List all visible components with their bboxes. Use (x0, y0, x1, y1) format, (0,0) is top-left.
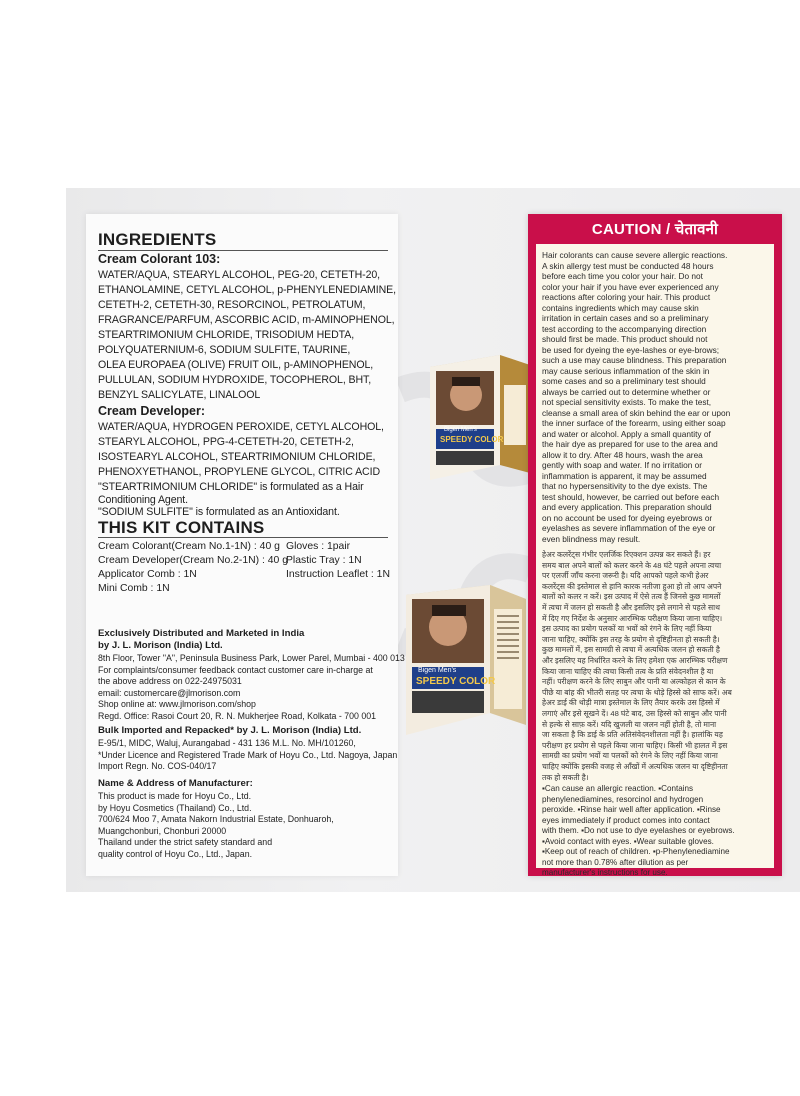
kit-item: Applicator Comb : 1N (98, 569, 197, 580)
colorant-line: ETHANOLAMINE, CETYL ALCOHOL, p-PHENYLENEDIAMINE, (98, 284, 396, 296)
manufacturer-line: by Hoyu Cosmetics (Thailand) Co., Ltd. (98, 802, 252, 813)
caution-line: test should, however, be carried out before each (542, 491, 720, 502)
caution-line: may cause serious inflammation of the skin in (542, 365, 710, 376)
caution-line: even blindness may result. (542, 533, 641, 544)
hindi-line: में त्वचा में जलन हो सकती है और इसलिए इसे लगाने से पहले साथ (542, 603, 720, 612)
kit-rule (98, 537, 388, 538)
caution-line: contains ingredients which may cause skin (542, 302, 699, 313)
ingredients-heading: INGREDIENTS (98, 230, 217, 249)
hindi-line: नहीं। परीक्षण करने के लिए साबुन और पानी या अल्कोहल से कान के (542, 677, 726, 687)
hindi-line: चाहिए क्योंकि इसकी वजह से आँखों में अत्यधिक जलन या दृष्टिहीनता (542, 762, 728, 771)
distribution-heading: Exclusively Distributed and Marketed in India (98, 628, 305, 639)
caution-line: the inner surface of the forearm, using either soap (542, 418, 726, 428)
caution-line: gently with soap and water. If no irritation or (542, 460, 703, 470)
manufacturer-line: 700/624 Moo 7, Amata Nakorn Industrial Estate, Donhuaroh, (98, 814, 334, 825)
caution-line: some cases and so a preliminary test should (542, 376, 706, 386)
manufacturer-line: This product is made for Hoyu Co., Ltd. (98, 791, 252, 801)
note-line: Conditioning Agent. (98, 493, 188, 506)
bullet-line: ▪Can cause an allergic reaction. ▪Contains (542, 784, 694, 793)
box1-brand: Bigen Men's (444, 427, 477, 433)
distribution-line: For complaints/consumer feedback contact customer care in-charge at (98, 664, 373, 675)
colorant-line: CETETH-2, CETETH-30, RESORCINOL, PETROLATUM, (98, 299, 366, 311)
caution-line: A skin allergy test must be conducted 48 hours (542, 260, 714, 271)
colorant-line: BENZYL SALICYLATE, LINALOOL (98, 389, 261, 401)
product-box-top (430, 355, 530, 490)
hindi-line: कुछ मामलों में, इस सामग्री से त्वचा में अत्यधिक जलन हो सकती है (542, 645, 720, 655)
distribution-line: 8th Floor, Tower "A", Peninsula Business Park, Lower Parel, Mumbai - 400 013 (98, 653, 405, 663)
bullet-line: ▪Keep out of reach of children. ▪p-Phenylenediamine (542, 847, 730, 856)
hindi-line: सामग्री का प्रयोग भवों या पलकों को रंगने के लिए नहीं किया जाना (542, 751, 718, 761)
hindi-line: से हल्के से साफ़ करें। यदि खुजली या जलन नहीं होती है, तो माना (542, 719, 717, 729)
hindi-line: बालों को कलर न करें। इस उत्पाद में ऐसे तत्व हैं जिनसे कुछ मामलों (542, 592, 721, 602)
caution-content (536, 244, 774, 877)
ingredients-panel (86, 214, 405, 876)
manufacturer-line: quality control of Hoyu Co., Ltd., Japan. (98, 849, 253, 859)
kit-item: Cream Colorant(Cream No.1-1N) : 40 g (98, 541, 280, 552)
distribution-line: Shop online at: www.jlmorison.com/shop (98, 699, 256, 710)
caution-line: color your hair if you have ever experienced any (542, 281, 719, 292)
colorant-line: FRAGRANCE/PARFUM, ASCORBIC ACID, m-AMINOPHENOL, (98, 314, 395, 326)
caution-line: that no hypersensitivity to the dye exists. The (542, 481, 708, 491)
kit-item: Mini Comb : 1N (98, 583, 170, 594)
developer-heading: Cream Developer: (98, 404, 205, 418)
import-line: *Under Licence and Registered Trade Mark of Hoyu Co., Ltd. Nagoya, Japan (98, 749, 398, 760)
hindi-line: जाना चाहिए, क्योंकि इस तरह के प्रयोग से दृष्टिहीनता हो सकती है। (542, 634, 720, 644)
caution-line: the hair dye as prepared for use to the area and (542, 439, 718, 449)
hindi-line: जा सकता है कि डाई के प्रति अतिसंवेदनशीलता नहीं है। हालांकि यह (542, 730, 723, 740)
manufacturer-line: Muangchonburi, Chonburi 20000 (98, 825, 227, 836)
bullet-line: eyes immediately if product comes into contact (542, 815, 710, 825)
box1-name: SPEEDY COLOR (440, 435, 504, 444)
colorant-line: WATER/AQUA, STEARYL ALCOHOL, PEG-20, CETETH-20, (98, 269, 380, 281)
hindi-line: पीछे या बांह की भीतरी सतह पर त्वचा के थोड़े हिस्से को साफ करें। अब (542, 687, 732, 697)
heading-rule (98, 250, 388, 251)
bullet-line: with them. ▪Do not use to dye eyelashes or eyebrows. (542, 826, 735, 835)
import-line: E-95/1, MIDC, Waluj, Aurangabad - 431 136 M.L. No. MH/101260, (98, 738, 356, 748)
bullet-line: peroxide. ▪Rinse hair well after application. ▪Rinse (542, 805, 721, 814)
manufacturer-line: Thailand under the strict safety standard and (98, 837, 273, 848)
caution-line: always be carried out to determine whether or (542, 386, 711, 397)
developer-line: PHENOXYETHANOL, PROPYLENE GLYCOL, CITRIC ACID (98, 466, 380, 478)
box2-brand: Bigen Men's (418, 667, 457, 674)
caution-line: inflammation is apparent, it may be assumed (542, 470, 707, 481)
bullet-line: phenylenediamines, resorcinol and hydrogen (542, 794, 704, 804)
caution-line: reactions after coloring your hair. This product (542, 292, 711, 302)
import-line: Import Regn. No. COS-040/17 (98, 761, 217, 772)
distribution-line: the above address on 022-24975031 (98, 676, 242, 687)
developer-line: STEARYL ALCOHOL, PPG-4-CETETH-20, CETETH-2, (98, 436, 354, 448)
caution-line: allow it to dry. After 48 hours, wash the area (542, 449, 703, 460)
caution-line: be used for dyeing the eye-lashes or eye-brows; (542, 344, 720, 355)
colorant-line: STEARTRIMONIUM CHLORIDE, TRISODIUM HEDTA, (98, 329, 355, 341)
hindi-line: कलरेंट्स की इस्तेमाल से हानि कारक नतीजा हुआ हो तो आप अपने (542, 581, 722, 591)
distribution-line: Regd. Office: Rasoi Court 20, R. N. Mukherjee Road, Kolkata - 700 001 (98, 711, 377, 721)
hindi-line: इस उत्पाद का प्रयोग पलकों या भवों को रंगने के लिए नहीं किया (542, 624, 712, 634)
hindi-line: पर एलर्जी जाँच करना जरूरी है। यदि आपको पहले कभी हेअर (542, 571, 709, 581)
caution-line: irritation in certain cases and so a preliminary (542, 313, 709, 323)
caution-line: not special sensitivity exists. To make the test, (542, 397, 712, 407)
hindi-line: में दिए गए निर्देश के अनुसार आरम्भिक परीक्षण किया जाना चाहिए। (542, 613, 723, 623)
bullet-line: ▪Avoid contact with eyes. ▪Wear suitable gloves. (542, 836, 714, 846)
manufacturer-heading: Name & Address of Manufacturer: (98, 778, 253, 789)
note-line: "SODIUM SULFITE" is formulated as an Antioxidant. (98, 506, 340, 518)
distribution-company: by J. L. Morison (India) Ltd. (98, 640, 223, 651)
colorant-line: PULLULAN, SODIUM HYDROXIDE, TOCOPHEROL, BHT, (98, 374, 372, 386)
hindi-line: तक हो सकती है। (542, 772, 589, 782)
developer-line: ISOSTEARYL ALCOHOL, STEARTRIMONIUM CHLORIDE, (98, 451, 376, 463)
caution-line: before each time you color your hair. Do not (542, 271, 703, 281)
note-line: "STEARTRIMONIUM CHLORIDE" is formulated as a Hair (98, 481, 364, 493)
distribution-line: email: customercare@jlmorison.com (98, 687, 241, 698)
caution-line: on no account be used for dyeing eyebrows or (542, 512, 713, 523)
caution-title: CAUTION / चेतावनी (591, 221, 719, 238)
bullet-line: not more than 0.78% after dilution as per (542, 857, 689, 867)
hindi-line: समय बाल अपने बालों को कलर करने के 48 घंटे पहले अपना त्वचा (542, 560, 722, 570)
caution-line: and every application. This preparation should (542, 502, 712, 512)
kit-item: Plastic Tray : 1N (286, 555, 362, 566)
colorant-line: OLEA EUROPAEA (OLIVE) FRUIT OIL, p-AMINOPHENOL, (98, 359, 374, 371)
hindi-line: और इसलिए यह निर्धारित करने के लिए हमेशा एक आरम्भिक परीक्षण (542, 656, 728, 665)
bullet-line: manufacturer's instructions for use. (542, 868, 668, 877)
kit-item: Instruction Leaflet : 1N (286, 569, 390, 580)
caution-panel (528, 214, 782, 876)
box2-name: SPEEDY COLOR (416, 676, 496, 687)
kit-item: Cream Developer(Cream No.2-1N) : 40 g (98, 555, 288, 566)
import-heading: Bulk Imported and Repacked* by J. L. Morison (India) Ltd. (98, 725, 362, 736)
hindi-line: परीक्षण हर प्रयोग से पहले किया जाना चाहिए। किसी भी हालत में इस (542, 740, 728, 750)
colorant-line: POLYQUATERNIUM-6, SODIUM SULFITE, TAURINE, (98, 344, 351, 356)
hindi-line: किया जाना चाहिए की त्वचा किसी तत्व के प्रति संवेदनशील है या (542, 666, 714, 676)
caution-line: test according to the accompanying direction (542, 323, 707, 334)
kit-heading: THIS KIT CONTAINS (98, 518, 265, 537)
kit-item: Gloves : 1pair (286, 541, 351, 552)
hindi-line: हेअर डाई की थोड़ी मात्रा इस्तेमाल के लिए तैयार करके उस हिस्से में (542, 698, 720, 708)
caution-line: and water or alcohol. Apply a small quantity of (542, 428, 711, 439)
caution-line: cleanse a small area of skin behind the ear or upon (542, 407, 731, 418)
caution-line: should first be made. This product should not (542, 334, 708, 344)
colorant-heading: Cream Colorant 103: (98, 252, 221, 266)
hindi-line: हेअर कलरेंट्स गंभीर एलर्जिक रिएक्शन उत्पन्न कर सकते हैं। हर (542, 550, 711, 559)
caution-line: eyelashes as severe inflammation of the eye or (542, 523, 716, 533)
caution-line: such a use may cause blindness. This preparation (542, 355, 727, 365)
hindi-line: लगाएं और इसे सूखने दें। 48 घंटे बाद, उस हिस्से को साबुन और पानी (542, 709, 727, 718)
caution-line: Hair colorants can cause severe allergic reactions. (542, 250, 728, 260)
product-box-bottom (402, 585, 530, 745)
developer-line: WATER/AQUA, HYDROGEN PEROXIDE, CETYL ALCOHOL, (98, 421, 384, 433)
